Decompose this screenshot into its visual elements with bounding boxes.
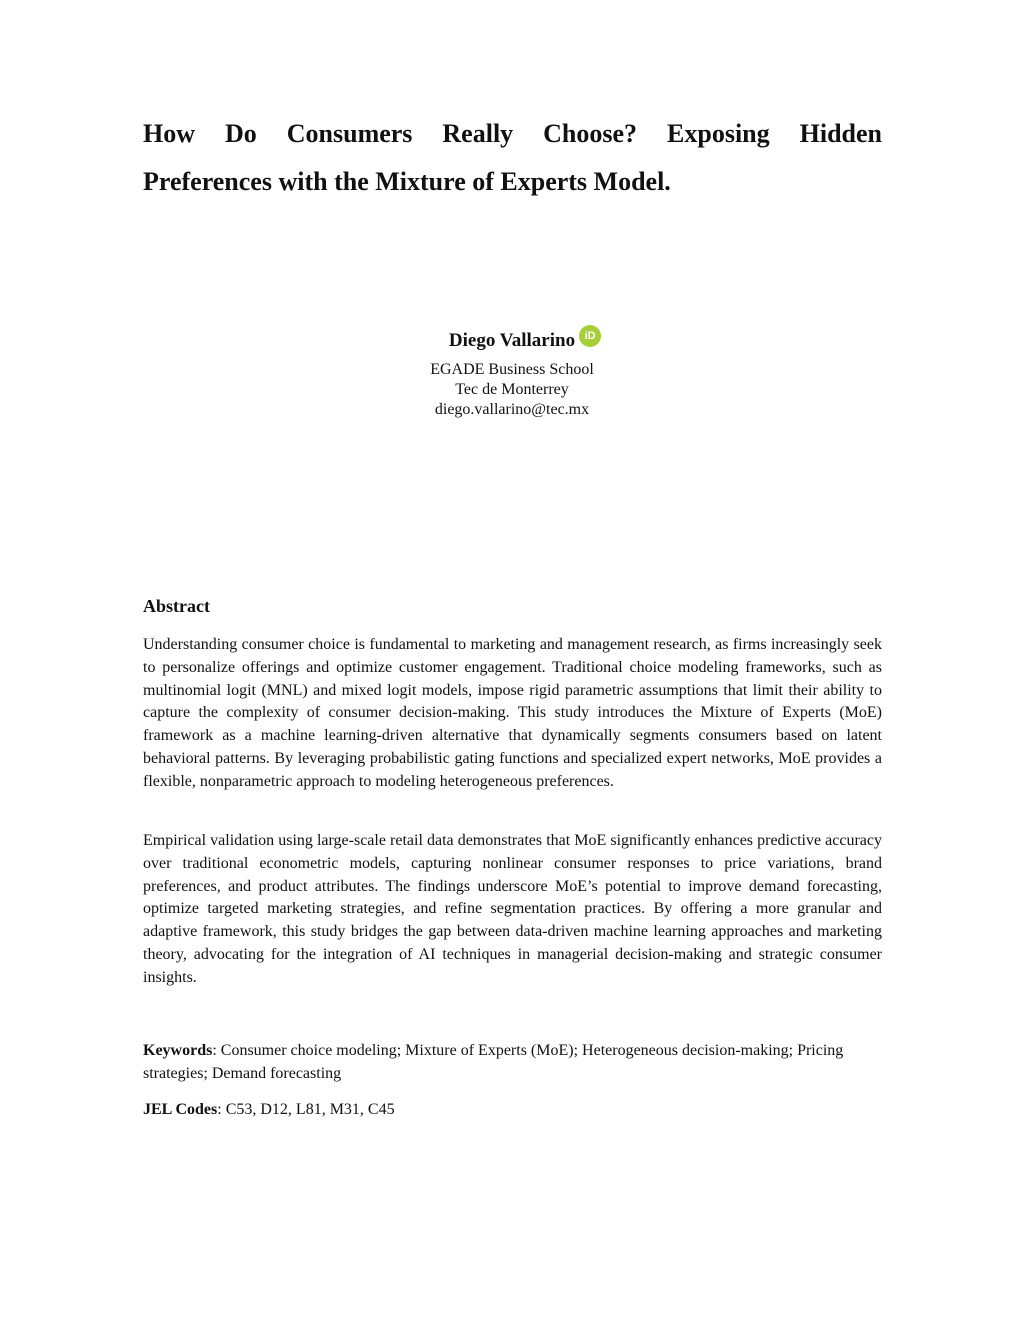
title-line-2: Preferences with the Mixture of Experts Model. <box>143 167 671 196</box>
keywords-text: : Consumer choice modeling; Mixture of Experts (MoE); Heterogeneous decision-making; Pricing strategies; Demand forecasting <box>143 1042 844 1082</box>
jel-codes-label: JEL Codes <box>143 1101 218 1118</box>
author-block <box>0 322 1024 420</box>
abstract-heading: Abstract <box>143 596 210 616</box>
keywords <box>143 1040 882 1086</box>
title-line-1: How Do Consumers Really Choose? Exposing Hidden <box>143 119 882 148</box>
jel-codes <box>143 1099 882 1122</box>
jel-codes-text: : C53, D12, L81, M31, C45 <box>217 1101 395 1118</box>
author-affiliation-school: EGADE Business School <box>430 361 594 378</box>
abstract-paragraph-2: Empirical validation using large-scale retail data demonstrates that MoE significantly enhances predictive accuracy over traditional econometric models, capturing nonlinear consumer responses to price variations, brand preferences, and product attributes. The findings underscore MoE’s potential to improve demand forecasting, optimize targeted marketing strategies, and refine segmentation practices. By offering a more granular and adaptive framework, this study bridges the gap between data-driven machine learning approaches and marketing theory, advocating for the integration of AI techniques in managerial decision-making and strategic consumer insights. <box>143 832 882 986</box>
paper-title <box>143 110 882 206</box>
abstract-paragraph-1: Understanding consumer choice is fundamental to marketing and management research, as firms increasingly seek to personalize offerings and optimize customer engagement. Traditional choice modeling frameworks, such as multinomial logit (MNL) and mixed logit models, impose rigid parametric assumptions that limit their ability to capture the complexity of consumer decision-making. This study introduces the Mixture of Experts (MoE) framework as a machine learning-driven alternative that dynamically segments consumers based on latent behavioral patterns. By leveraging probabilistic gating functions and specialized expert networks, MoE provides a flexible, nonparametric approach to modeling heterogeneous preferences. <box>143 636 882 790</box>
author-affiliation-university: Tec de Monterrey <box>455 381 569 398</box>
orcid-icon[interactable]: iD <box>579 325 601 347</box>
keywords-label: Keywords <box>143 1042 213 1059</box>
author-email: diego.vallarino@tec.mx <box>434 401 590 418</box>
author-name: Diego Vallarino <box>448 330 576 351</box>
author-name-wrap <box>448 322 596 360</box>
